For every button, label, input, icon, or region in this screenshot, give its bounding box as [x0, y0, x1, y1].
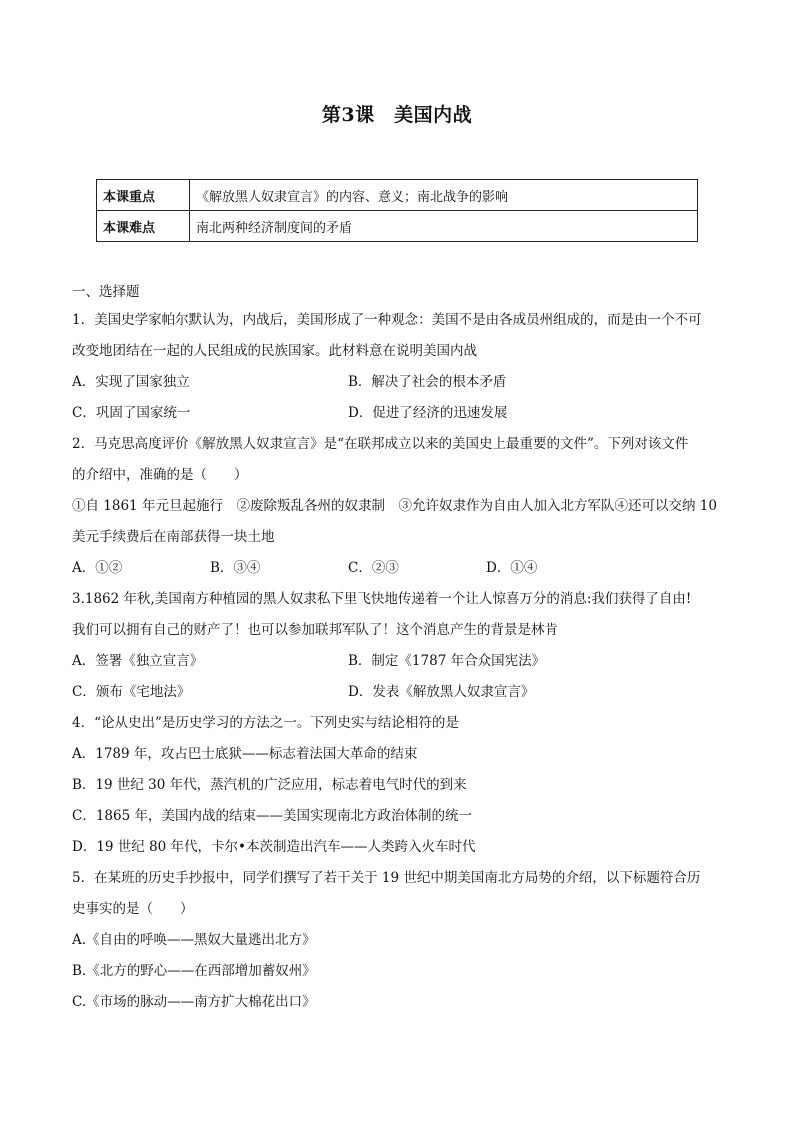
- question-list: [72, 305, 724, 1018]
- option-b: B．解决了社会的根本矛盾: [348, 374, 507, 390]
- question-stem-line: 3.1862 年秋,美国南方种植园的黑人奴隶私下里飞快地传递着一个让人惊喜万分的消息:我们获得了自由!: [72, 591, 692, 607]
- option-c: C．巩固了国家统一: [72, 405, 191, 421]
- summary-row-difficulties: [97, 211, 698, 242]
- option-c: C．颁布《宅地法》: [72, 684, 191, 700]
- option-row: [72, 553, 724, 584]
- key-points-label: 本课重点: [97, 180, 190, 211]
- option-row: [72, 646, 724, 677]
- question-2: [72, 429, 724, 584]
- question-stem-line: 美元手续费后在南部获得一块土地: [72, 529, 275, 545]
- question-stem-line: 史事实的是（ ）: [72, 901, 194, 917]
- question-stem-line: 5．在某班的历史手抄报中，同学们撰写了若干关于 19 世纪中期美国南北方局势的介绍，以下标题符合历: [72, 870, 701, 886]
- difficulties-label: 本课难点: [97, 211, 190, 242]
- question-3: [72, 584, 724, 708]
- question-stem-line: 的介绍中，准确的是（ ）: [72, 467, 248, 483]
- option-d: D．促进了经济的迅速发展: [348, 405, 508, 421]
- option-row: [72, 367, 724, 398]
- option-row: [72, 677, 724, 708]
- option-a: A．①②: [72, 560, 123, 576]
- key-points-content: 《解放黑人奴隶宣言》的内容、意义；南北战争的影响: [190, 180, 698, 211]
- question-stem-line: 我们可以拥有自己的财产了！也可以参加联邦军队了！这个消息产生的背景是林肯: [72, 622, 558, 638]
- option-b: B．③④: [210, 560, 261, 576]
- question-stem-line: ①自 1861 年元旦起施行 ②废除叛乱各州的奴隶制 ③允许奴隶作为自由人加入北方军队④还可以交纳 10: [72, 498, 717, 514]
- option-b: B.《北方的野心——在西部增加蓄奴州》: [72, 963, 316, 979]
- option-a: A.《自由的呼唤——黑奴大量逃出北方》: [72, 932, 316, 948]
- option-a: A．签署《独立宣言》: [72, 653, 204, 669]
- question-stem-line: 2．马克思高度评价《解放黑人奴隶宣言》是“在联邦成立以来的美国史上最重要的文件”。下列对该文件: [72, 436, 689, 452]
- summary-row-key-points: [97, 180, 698, 211]
- option-d: D．19 世纪 80 年代，卡尔•本茨制造出汽车——人类跨入火车时代: [72, 839, 476, 855]
- option-c: C．1865 年，美国内战的结束——美国实现南北方政治体制的统一: [72, 808, 472, 824]
- difficulties-content: 南北两种经济制度间的矛盾: [190, 211, 698, 242]
- option-b: B．制定《1787 年合众国宪法》: [348, 653, 546, 669]
- lesson-summary-table: [96, 179, 698, 242]
- option-a: A．1789 年，攻占巴士底狱——标志着法国大革命的结束: [72, 746, 418, 762]
- question-stem-line: 1．美国史学家帕尔默认为，内战后，美国形成了一种观念：美国不是由各成员州组成的，而是由一个不可: [72, 312, 702, 328]
- question-1: [72, 305, 724, 429]
- option-c: C．②③: [348, 560, 399, 576]
- page-title: 第3课 美国内战: [321, 104, 473, 126]
- option-b: B．19 世纪 30 年代，蒸汽机的广泛应用，标志着电气时代的到来: [72, 777, 467, 793]
- question-stem-line: 4．“论从史出”是历史学习的方法之一。下列史实与结论相符的是: [72, 715, 459, 731]
- question-4: [72, 708, 724, 863]
- section-heading: 一、选择题: [72, 284, 140, 300]
- option-d: D．发表《解放黑人奴隶宣言》: [348, 684, 535, 700]
- option-a: A．实现了国家独立: [72, 374, 190, 390]
- option-d: D．①④: [486, 560, 538, 576]
- option-c: C.《市场的脉动——南方扩大棉花出口》: [72, 994, 316, 1010]
- question-5: [72, 863, 724, 1018]
- question-stem-line: 改变地团结在一起的人民组成的民族国家。此材料意在说明美国内战: [72, 343, 477, 359]
- option-row: [72, 398, 724, 429]
